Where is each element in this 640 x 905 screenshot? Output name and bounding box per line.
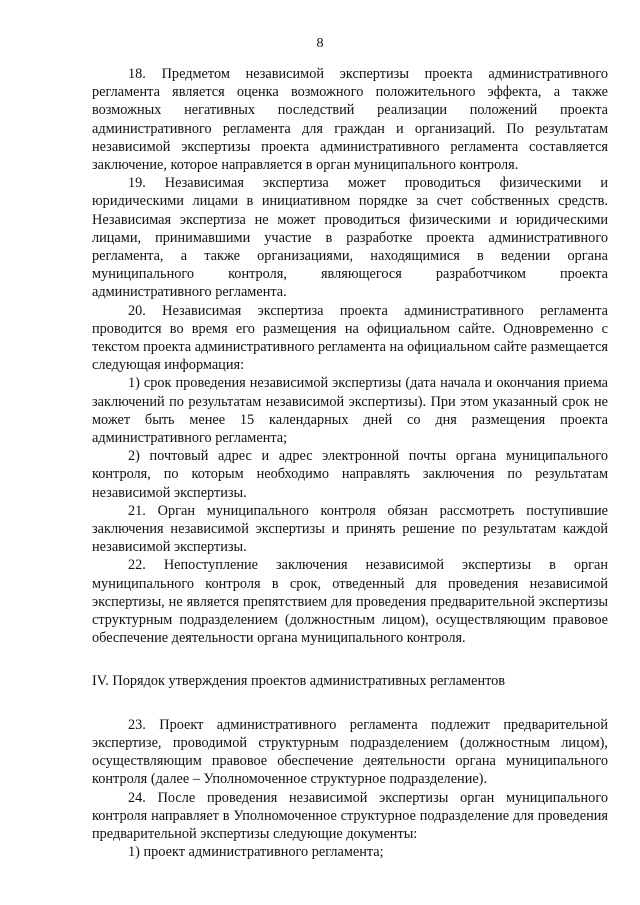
paragraph-24-item-1: 1) проект административного регламента; <box>128 844 384 861</box>
paragraph-18: 18. Предметом независимой экспертизы проекта административного регламента является оценка возможного положительного эффекта, а также возможных негативных последствий реализации положений проекта административного регламента для граждан и организаций. По результатам независимой экспертизы проекта административного регламента составляется заключение, которое направляется в орган муниципального контроля. <box>92 66 608 174</box>
section-heading: IV. Порядок утверждения проектов административных регламентов <box>92 672 506 689</box>
paragraph-23: 23. Проект административного регламента подлежит предварительной экспертизе, проводимой структурным подразделением (должностным лицом), осуществляющим правовое обеспечение деятельности органа муниципального контроля (далее – Уполномоченное структурное подразделение). <box>92 716 608 788</box>
page-number: 8 <box>316 36 324 51</box>
paragraph-20: 20. Независимая экспертиза проекта административного регламента проводится во время его размещения на официальном сайте. Одновременно с текстом проекта административного регламента на официальном сайте размещается следующая информация: <box>92 302 608 374</box>
paragraph-20-item-1: 1) срок проведения независимой экспертизы (дата начала и окончания приема заключений по результатам независимой экспертизы). При этом указанный срок не может быть менее 15 календарных дней со дня размещения проекта административного регламента; <box>92 375 608 447</box>
document-body <box>92 65 608 861</box>
paragraph-24: 24. После проведения независимой экспертизы орган муниципального контроля направляет в Уполномоченное структурное подразделение для проведения предварительной экспертизы следующие документы: <box>92 789 608 842</box>
paragraph-21: 21. Орган муниципального контроля обязан рассмотреть поступившие заключения независимой экспертизы и принять решение по результатам каждой независимой экспертизы. <box>92 502 608 556</box>
paragraph-22: 22. Непоступление заключения независимой экспертизы в орган муниципального контроля в срок, отведенный для проведения независимой экспертизы, не является препятствием для проведения предварительной экспертизы структурным подразделением (должностным лицом), осуществляющим правовое обеспечение деятельности органа муниципального контроля. <box>92 557 608 647</box>
paragraph-20-item-2: 2) почтовый адрес и адрес электронной почты органа муниципального контроля, по которым необходимо направлять заключения по результатам независимой экспертизы. <box>92 448 608 501</box>
paragraph-19: 19. Независимая экспертиза может проводиться физическими и юридическими лицами в инициативном порядке за счет собственных средств. Независимая экспертиза не может проводиться физическими и юридическими лицами, принимавшими участие в разработке проекта административного регламента, а также организациями, находящимися в ведении органа муниципального контроля, являющегося разработчиком проекта административного регламента. <box>92 175 608 301</box>
